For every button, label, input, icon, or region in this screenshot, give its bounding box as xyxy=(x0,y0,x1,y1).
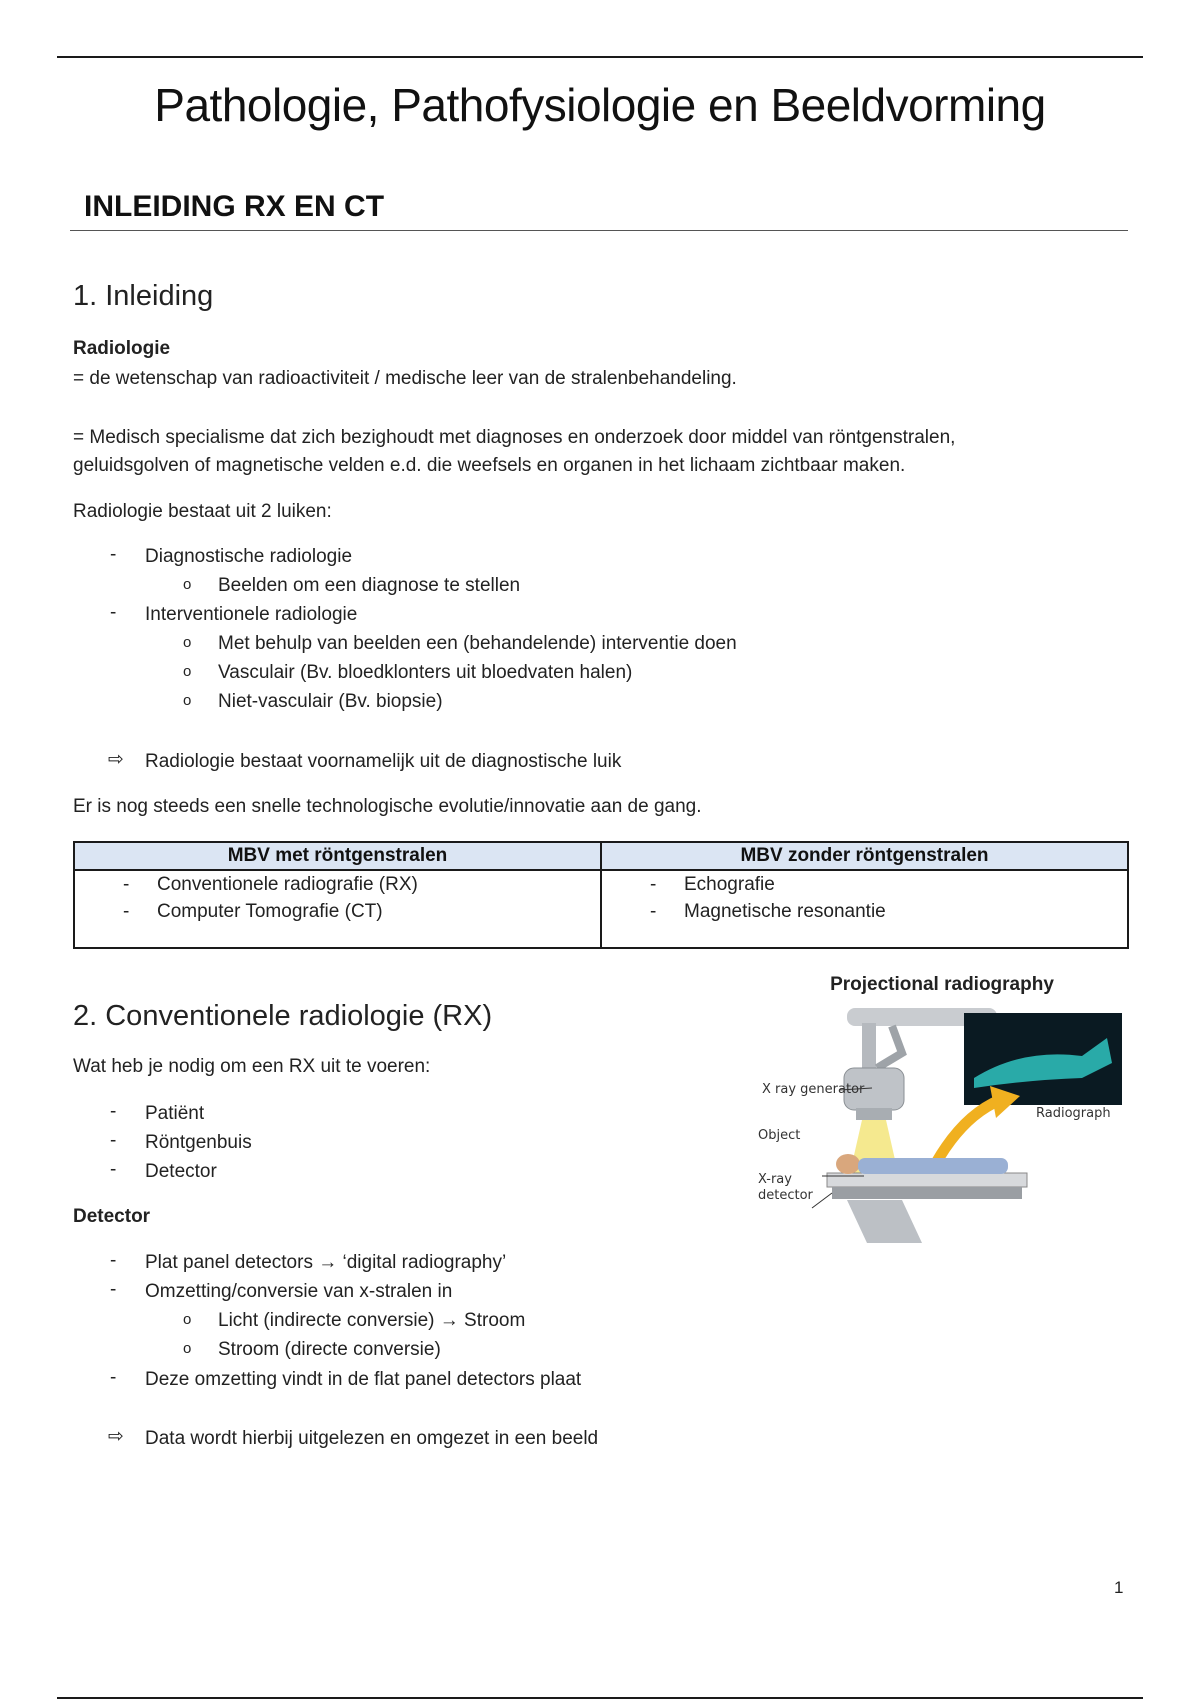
list-circle: o xyxy=(183,663,192,680)
list-dash: - xyxy=(110,1367,117,1388)
table-list-item: - Conventionele radiografie (RX) xyxy=(123,874,418,895)
section-rule xyxy=(70,230,1128,231)
figure-title: Projectional radiography xyxy=(830,974,1054,995)
definition-1: = de wetenschap van radioactiviteit / medische leer van de stralenbehandeling. xyxy=(73,368,737,389)
list-item: Plat panel detectors → ‘digital radiography’ xyxy=(145,1252,507,1273)
table-cell-without-xray xyxy=(601,870,1128,948)
list-dash: - xyxy=(110,1101,117,1122)
label-xray-generator: X ray generator xyxy=(762,1082,865,1097)
list-item: Omzetting/conversie van x-stralen in xyxy=(145,1281,453,1302)
table-header-with-xray: MBV met röntgenstralen xyxy=(74,842,601,870)
patient-head xyxy=(836,1154,860,1174)
inleiding-conclusion: Radiologie bestaat voornamelijk uit de diagnostische luik xyxy=(145,751,622,772)
patient-body xyxy=(858,1158,1008,1174)
list-circle: o xyxy=(183,576,192,593)
section-heading: INLEIDING RX EN CT xyxy=(84,190,385,223)
label-radiograph: Radiograph xyxy=(1036,1106,1111,1121)
heading-inleiding: 1. Inleiding xyxy=(73,280,214,312)
list-dash: - xyxy=(110,544,117,565)
list-circle: o xyxy=(183,692,192,709)
list-dash: - xyxy=(110,1130,117,1151)
subheading-detector: Detector xyxy=(73,1206,151,1227)
arm-joint xyxy=(877,1026,902,1068)
table-base xyxy=(847,1200,922,1243)
table-list-item: - Echografie xyxy=(650,874,775,895)
document-title: Pathologie, Pathofysiologie en Beeldvorming xyxy=(154,79,1046,131)
list-item: Beelden om een diagnose te stellen xyxy=(218,575,521,596)
collimator xyxy=(856,1108,892,1120)
list-item: Deze omzetting vindt in de flat panel detectors plaat xyxy=(145,1369,582,1390)
arrow-icon: ⇨ xyxy=(108,749,124,770)
table-list-item: - Magnetische resonantie xyxy=(650,901,886,922)
list-circle: o xyxy=(183,634,192,651)
table-header-without-xray: MBV zonder röntgenstralen xyxy=(601,842,1128,870)
list-dash: - xyxy=(110,1159,117,1180)
list-item: Röntgenbuis xyxy=(145,1132,252,1153)
list-item: Detector xyxy=(145,1161,217,1182)
list-item: Niet-vasculair (Bv. biopsie) xyxy=(218,691,443,712)
list-dash: - xyxy=(110,602,117,623)
rx-intro: Wat heb je nodig om een RX uit te voeren: xyxy=(73,1056,431,1077)
label-xray-detector-line2: detector xyxy=(758,1188,813,1203)
evolution-text: Er is nog steeds een snelle technologische evolutie/innovatie aan de gang. xyxy=(73,796,702,817)
list-dash: - xyxy=(110,1279,117,1300)
heading-conventionele-radiologie: 2. Conventionele radiologie (RX) xyxy=(73,1000,493,1032)
list-circle: o xyxy=(183,1340,192,1357)
list-circle: o xyxy=(183,1311,192,1328)
page-number: 1 xyxy=(1114,1578,1124,1597)
patient-table xyxy=(827,1173,1027,1187)
definition-2-line1: = Medisch specialisme dat zich bezighoudt met diagnoses en onderzoek door middel van röntgenstralen, xyxy=(73,427,956,448)
definition-2-line2: geluidsgolven of magnetische velden e.d. die weefsels en organen in het lichaam zichtbaar maken. xyxy=(73,455,906,476)
list-item: Met behulp van beelden een (behandelende) interventie doen xyxy=(218,633,737,654)
detector-pointer xyxy=(812,1193,832,1208)
table-list-item: - Computer Tomografie (CT) xyxy=(123,901,383,922)
list-item: Diagnostische radiologie xyxy=(145,546,353,567)
xray-detector-plate xyxy=(832,1187,1022,1199)
list-item: Patiënt xyxy=(145,1103,205,1124)
list-dash: - xyxy=(110,1250,117,1271)
subheading-radiologie: Radiologie xyxy=(73,338,171,359)
label-xray-detector-line1: X-ray xyxy=(758,1172,792,1187)
list-item: Interventionele radiologie xyxy=(145,604,358,625)
luiken-intro: Radiologie bestaat uit 2 luiken: xyxy=(73,501,332,522)
list-item: Stroom (directe conversie) xyxy=(218,1339,441,1360)
arrow-icon: ⇨ xyxy=(108,1426,124,1447)
top-rule xyxy=(57,56,1143,58)
label-object: Object xyxy=(758,1128,801,1143)
mbv-table xyxy=(73,841,1129,949)
bottom-rule xyxy=(57,1697,1143,1699)
list-item: Vasculair (Bv. bloedklonters uit bloedvaten halen) xyxy=(218,662,633,683)
projectional-radiography-figure xyxy=(752,968,1132,1248)
table-cell-with-xray xyxy=(74,870,601,948)
rx-conclusion: Data wordt hierbij uitgelezen en omgezet in een beeld xyxy=(145,1428,599,1449)
list-item: Licht (indirecte conversie) → Stroom xyxy=(218,1310,526,1331)
